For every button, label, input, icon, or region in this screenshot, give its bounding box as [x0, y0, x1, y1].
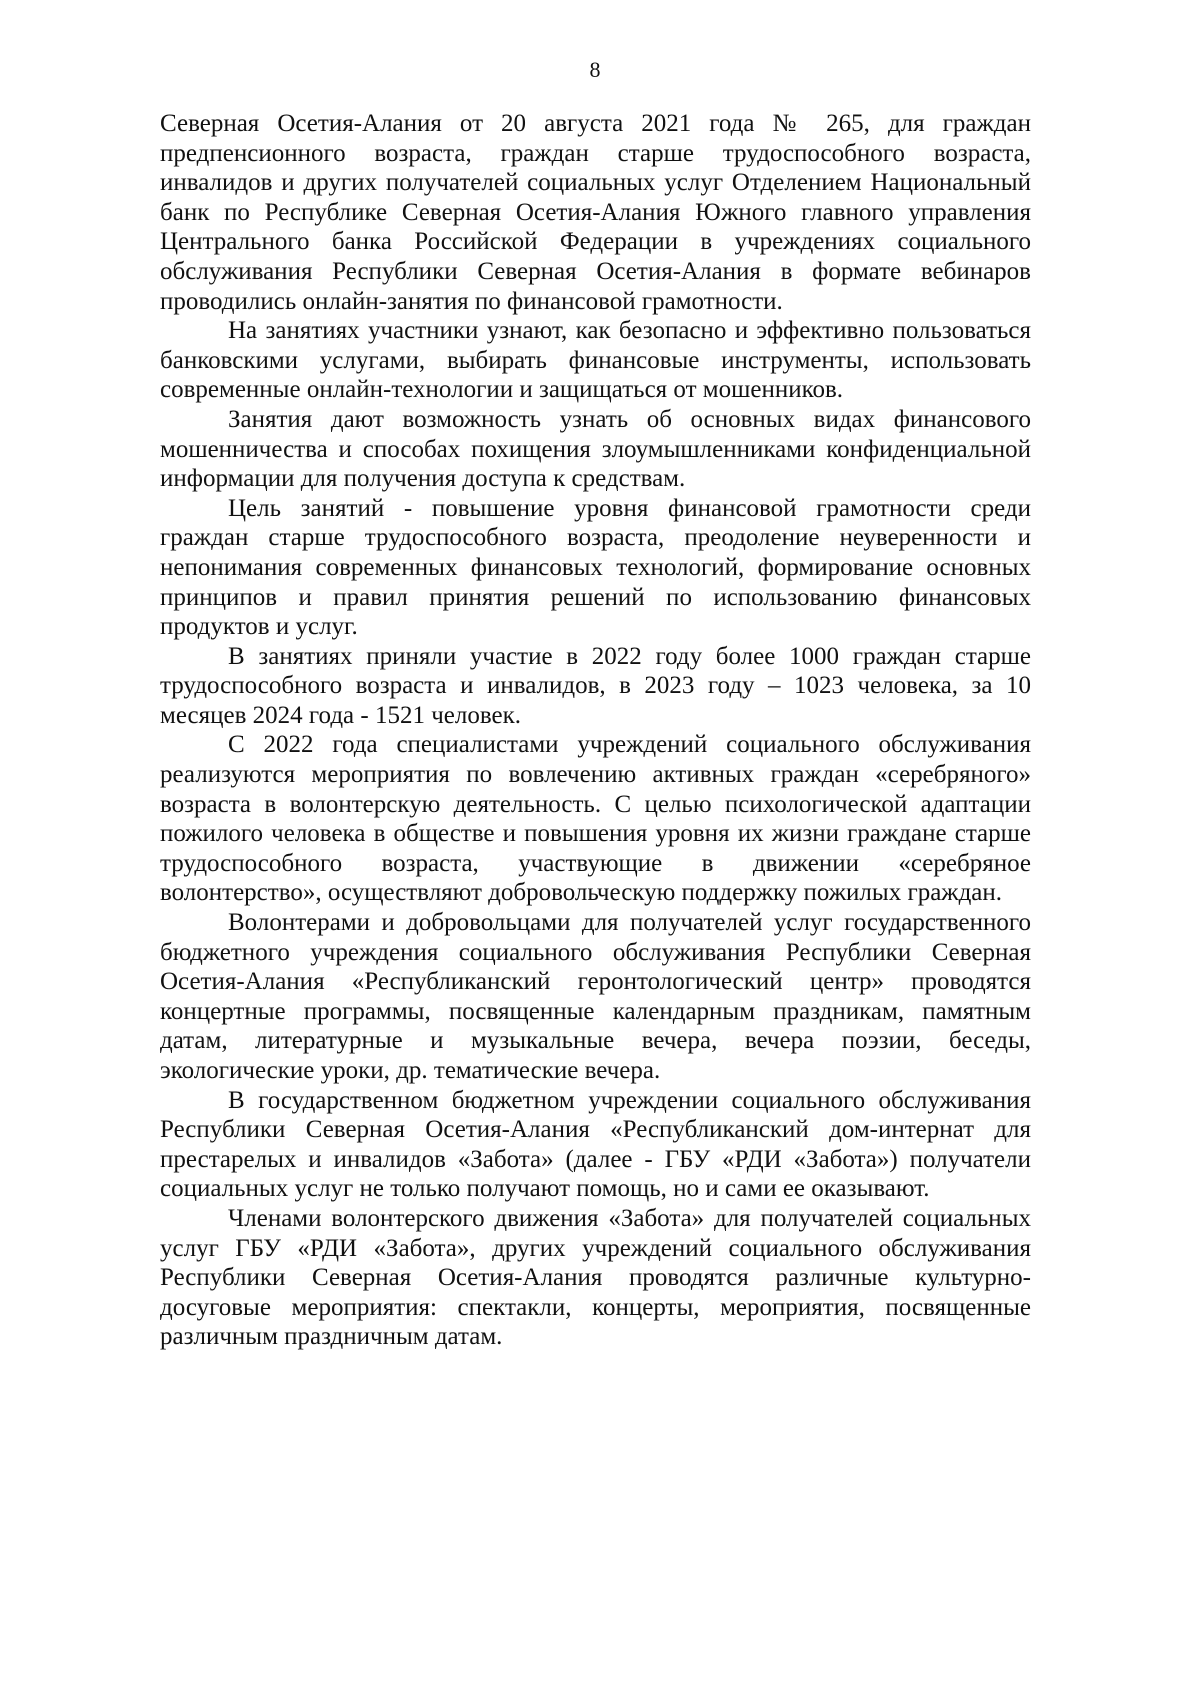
paragraph: Цель занятий - повышение уровня финансовой грамотности среди граждан старше трудоспособного возраста, преодоление неуверенности и непонимания современных финансовых технологий, формирование основных принципов и правил принятия решений по использованию финансовых продуктов и услуг.	[160, 494, 1031, 641]
paragraph: Членами волонтерского движения «Забота» для получателей социальных услуг ГБУ «РДИ «Забота», других учреждений социального обслуживания Республики Северная Осетия-Алания проводятся различные культурно-досуговые мероприятия: спектакли, концерты, мероприятия, посвященные различным праздничным датам.	[160, 1204, 1031, 1351]
paragraph: В государственном бюджетном учреждении социального обслуживания Республики Северная Осетия-Алания «Республиканский дом-интернат для престарелых и инвалидов «Забота» (далее - ГБУ «РДИ «Забота») получатели социальных услуг не только получают помощь, но и сами ее оказывают.	[160, 1086, 1031, 1203]
paragraph: На занятиях участники узнают, как безопасно и эффективно пользоваться банковскими услугами, выбирать финансовые инструменты, использовать современные онлайн-технологии и защищаться от мошенников.	[160, 317, 1031, 404]
paragraph: Занятия дают возможность узнать об основных видах финансового мошенничества и способах похищения злоумышленниками конфиденциальной информации для получения доступа к средствам.	[160, 405, 1031, 493]
paragraph-continuation: Северная Осетия-Алания от 20 августа 2021 года № 265, для граждан предпенсионного возраста, граждан старше трудоспособного возраста, инвалидов и других получателей социальных услуг Отделением Национальный банк по Республике Северная Осетия-Алания Южного главного управления Центрального банка Российской Федерации в учреждениях социального обслуживания Республики Северная Осетия-Алания в формате вебинаров проводились онлайн-занятия по финансовой грамотности.	[160, 110, 1031, 315]
paragraph: Волонтерами и добровольцами для получателей услуг государственного бюджетного учреждения социального обслуживания Республики Северная Осетия-Алания «Республиканский геронтологический центр» проводятся концертные программы, посвященные календарным праздникам, памятным датам, литературные и музыкальные вечера, вечера поэзии, беседы, экологические уроки, др. тематические вечера.	[160, 909, 1031, 1084]
document-body	[160, 109, 1031, 1352]
page-number: 8	[589, 57, 601, 82]
paragraph: В занятиях приняли участие в 2022 году более 1000 граждан старше трудоспособного возраста и инвалидов, в 2023 году – 1023 человека, за 10 месяцев 2024 года - 1521 человек.	[160, 642, 1031, 729]
paragraph: С 2022 года специалистами учреждений социального обслуживания реализуются мероприятия по вовлечению активных граждан «серебряного» возраста в волонтерскую деятельность. С целью психологической адаптации пожилого человека в обществе и повышения уровня их жизни граждане старше трудоспособного возраста, участвующие в движении «серебряное волонтерство», осуществляют добровольческую поддержку пожилых граждан.	[160, 731, 1031, 907]
